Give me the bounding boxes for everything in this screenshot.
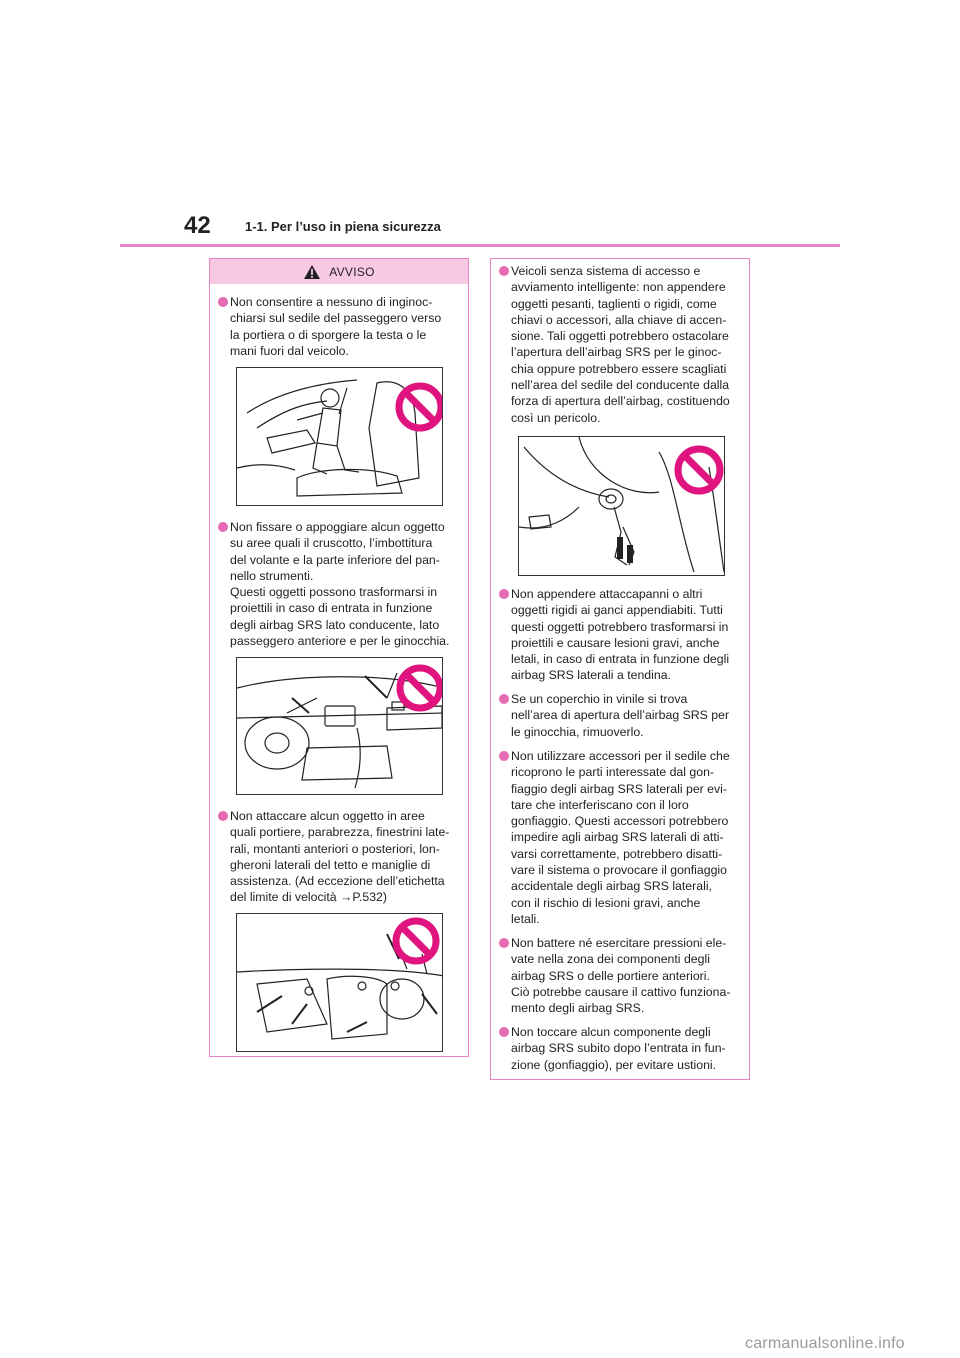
warning-item <box>218 294 464 359</box>
text-line: avviamento intelligente: non appendere <box>511 280 726 295</box>
text-line: varsi correttamente, potrebbero disatti- <box>511 846 723 861</box>
illustration-dashboard-objects <box>236 657 443 795</box>
bullet-icon <box>499 938 509 948</box>
text-line: quali portiere, parabrezza, finestrini late- <box>230 825 450 840</box>
bullet-icon <box>499 589 509 599</box>
warning-triangle-icon <box>303 264 321 280</box>
bullet-icon <box>218 811 228 821</box>
text-line: fiaggio degli airbag SRS laterali per evi- <box>511 781 727 796</box>
text-line: Non utilizzare accessori per il sedile che <box>511 749 730 763</box>
text-line: tare che interferiscano con il loro <box>511 797 689 812</box>
page-number: 42 <box>184 212 211 239</box>
text-line: nell’area del sedile del conducente dalla <box>511 378 730 393</box>
text-line: proiettili in caso di entrata in funzione <box>230 601 433 616</box>
text-line: con il rischio di lesioni gravi, anche <box>511 895 701 910</box>
text-line: airbag SRS subito dopo l’entrata in fun- <box>511 1041 726 1056</box>
prohibition-icon <box>237 658 443 795</box>
bullet-icon <box>499 751 509 761</box>
text-line: Non attaccare alcun oggetto in aree <box>230 809 425 823</box>
text-line: oggetti rigidi ai ganci appendiabiti. Tutti <box>511 603 723 618</box>
text-line: rali, montanti anteriori o posteriori, lon- <box>230 841 440 856</box>
text-line: Non toccare alcun componente degli <box>511 1025 711 1039</box>
text-line: gonfiaggio. Questi accessori potrebbero <box>511 814 729 829</box>
bullet-icon <box>218 522 228 532</box>
text-line: oggetti pesanti, taglienti o rigidi, come <box>511 296 717 311</box>
warning-item <box>499 691 745 740</box>
text-line: proiettili e causare lesioni gravi, anche <box>511 635 720 650</box>
text-line: mani fuori dal veicolo. <box>230 343 349 358</box>
text-line: impedire agli airbag SRS laterali di atti- <box>511 830 724 845</box>
text-line: forza di apertura dell’airbag, costituendo <box>511 394 730 409</box>
text-line: Non appendere attaccapanni o altri <box>511 587 703 601</box>
text-line: Non consentire a nessuno di inginoc- <box>230 295 433 309</box>
section-title: 1-1. Per l’uso in piena sicurezza <box>245 219 441 234</box>
text-line: le ginocchia, rimuoverlo. <box>511 724 644 739</box>
prohibition-icon <box>237 914 443 1052</box>
text-line: del limite di velocità →P.532) <box>230 890 387 905</box>
header-rule <box>120 244 840 247</box>
prohibition-icon <box>237 368 443 506</box>
prohibition-icon <box>519 437 725 576</box>
warning-header <box>210 259 468 284</box>
text-line: chiarsi sul sedile del passeggero verso <box>230 311 442 326</box>
text-line: letali. <box>511 911 540 926</box>
text-line: Veicoli senza sistema di accesso e <box>511 264 701 278</box>
text-line: vare il sistema o provocare il gonfiaggio <box>511 863 727 878</box>
warning-box-right <box>490 258 750 1080</box>
text-line: Ciò potrebbe causare il cattivo funziona- <box>511 984 731 999</box>
text-line: accidentale degli airbag SRS laterali, <box>511 879 712 894</box>
text-line: del volante e la parte inferiore del pan- <box>230 552 440 567</box>
text-line: assistenza. (Ad eccezione dell’etichetta <box>230 874 445 889</box>
text-line: passeggero anteriore e per le ginocchia. <box>230 634 450 649</box>
text-line: su aree quali il cruscotto, l’imbottitura <box>230 536 433 551</box>
warning-item <box>499 586 745 684</box>
text-line: Non battere né esercitare pressioni ele- <box>511 936 727 950</box>
illustration-ignition-keys <box>518 436 725 576</box>
warning-item <box>499 748 745 927</box>
text-line: ricoprono le parti interessate dal gon- <box>511 765 715 780</box>
text-line: così un pericolo. <box>511 410 601 425</box>
text-line: nell’area di apertura dell’airbag SRS per <box>511 708 730 723</box>
text-line: airbag SRS laterali a tendina. <box>511 668 671 683</box>
illustration-interior-attachments <box>236 913 443 1052</box>
text-line: Questi oggetti possono trasformarsi in <box>230 585 438 600</box>
text-line: Non fissare o appoggiare alcun oggetto <box>230 520 445 534</box>
warning-item <box>499 1024 745 1073</box>
warning-item <box>499 263 745 426</box>
warning-item <box>218 519 464 649</box>
illustration-child-kneeling <box>236 367 443 506</box>
text-line: l’apertura dell’airbag SRS per le ginoc- <box>511 345 722 360</box>
warning-item <box>499 935 745 1016</box>
bullet-icon <box>499 266 509 276</box>
text-line: mento degli airbag SRS. <box>511 1001 645 1016</box>
text-line: letali, in caso di entrata in funzione degli <box>511 652 730 667</box>
text-line: nello strumenti. <box>230 568 314 583</box>
watermark: carmanualsonline.info <box>745 1335 905 1352</box>
bullet-icon <box>218 297 228 307</box>
bullet-icon <box>499 694 509 704</box>
text-line: degli airbag SRS lato conducente, lato <box>230 617 440 632</box>
text-line: chia oppure potrebbero essere scagliati <box>511 361 727 376</box>
text-line: airbag SRS o delle portiere anteriori. <box>511 968 710 983</box>
bullet-icon <box>499 1027 509 1037</box>
text-line: questi oggetti potrebbero trasformarsi in <box>511 619 729 634</box>
text-line: vate nella zona dei componenti degli <box>511 952 710 967</box>
text-line: Se un coperchio in vinile si trova <box>511 692 688 706</box>
text-line: la portiera o di sporgere la testa o le <box>230 327 427 342</box>
warning-box-left <box>209 258 469 1057</box>
text-line: zione (gonfiaggio), per evitare ustioni. <box>511 1057 717 1072</box>
warning-title: AVVISO <box>329 264 375 279</box>
warning-item <box>218 808 464 906</box>
text-line: chiavi o accessori, alla chiave di accen- <box>511 312 727 327</box>
text-line: sione. Tali oggetti potrebbero ostacolare <box>511 329 729 344</box>
text-line: gheroni laterali del tetto e maniglie di <box>230 857 431 872</box>
